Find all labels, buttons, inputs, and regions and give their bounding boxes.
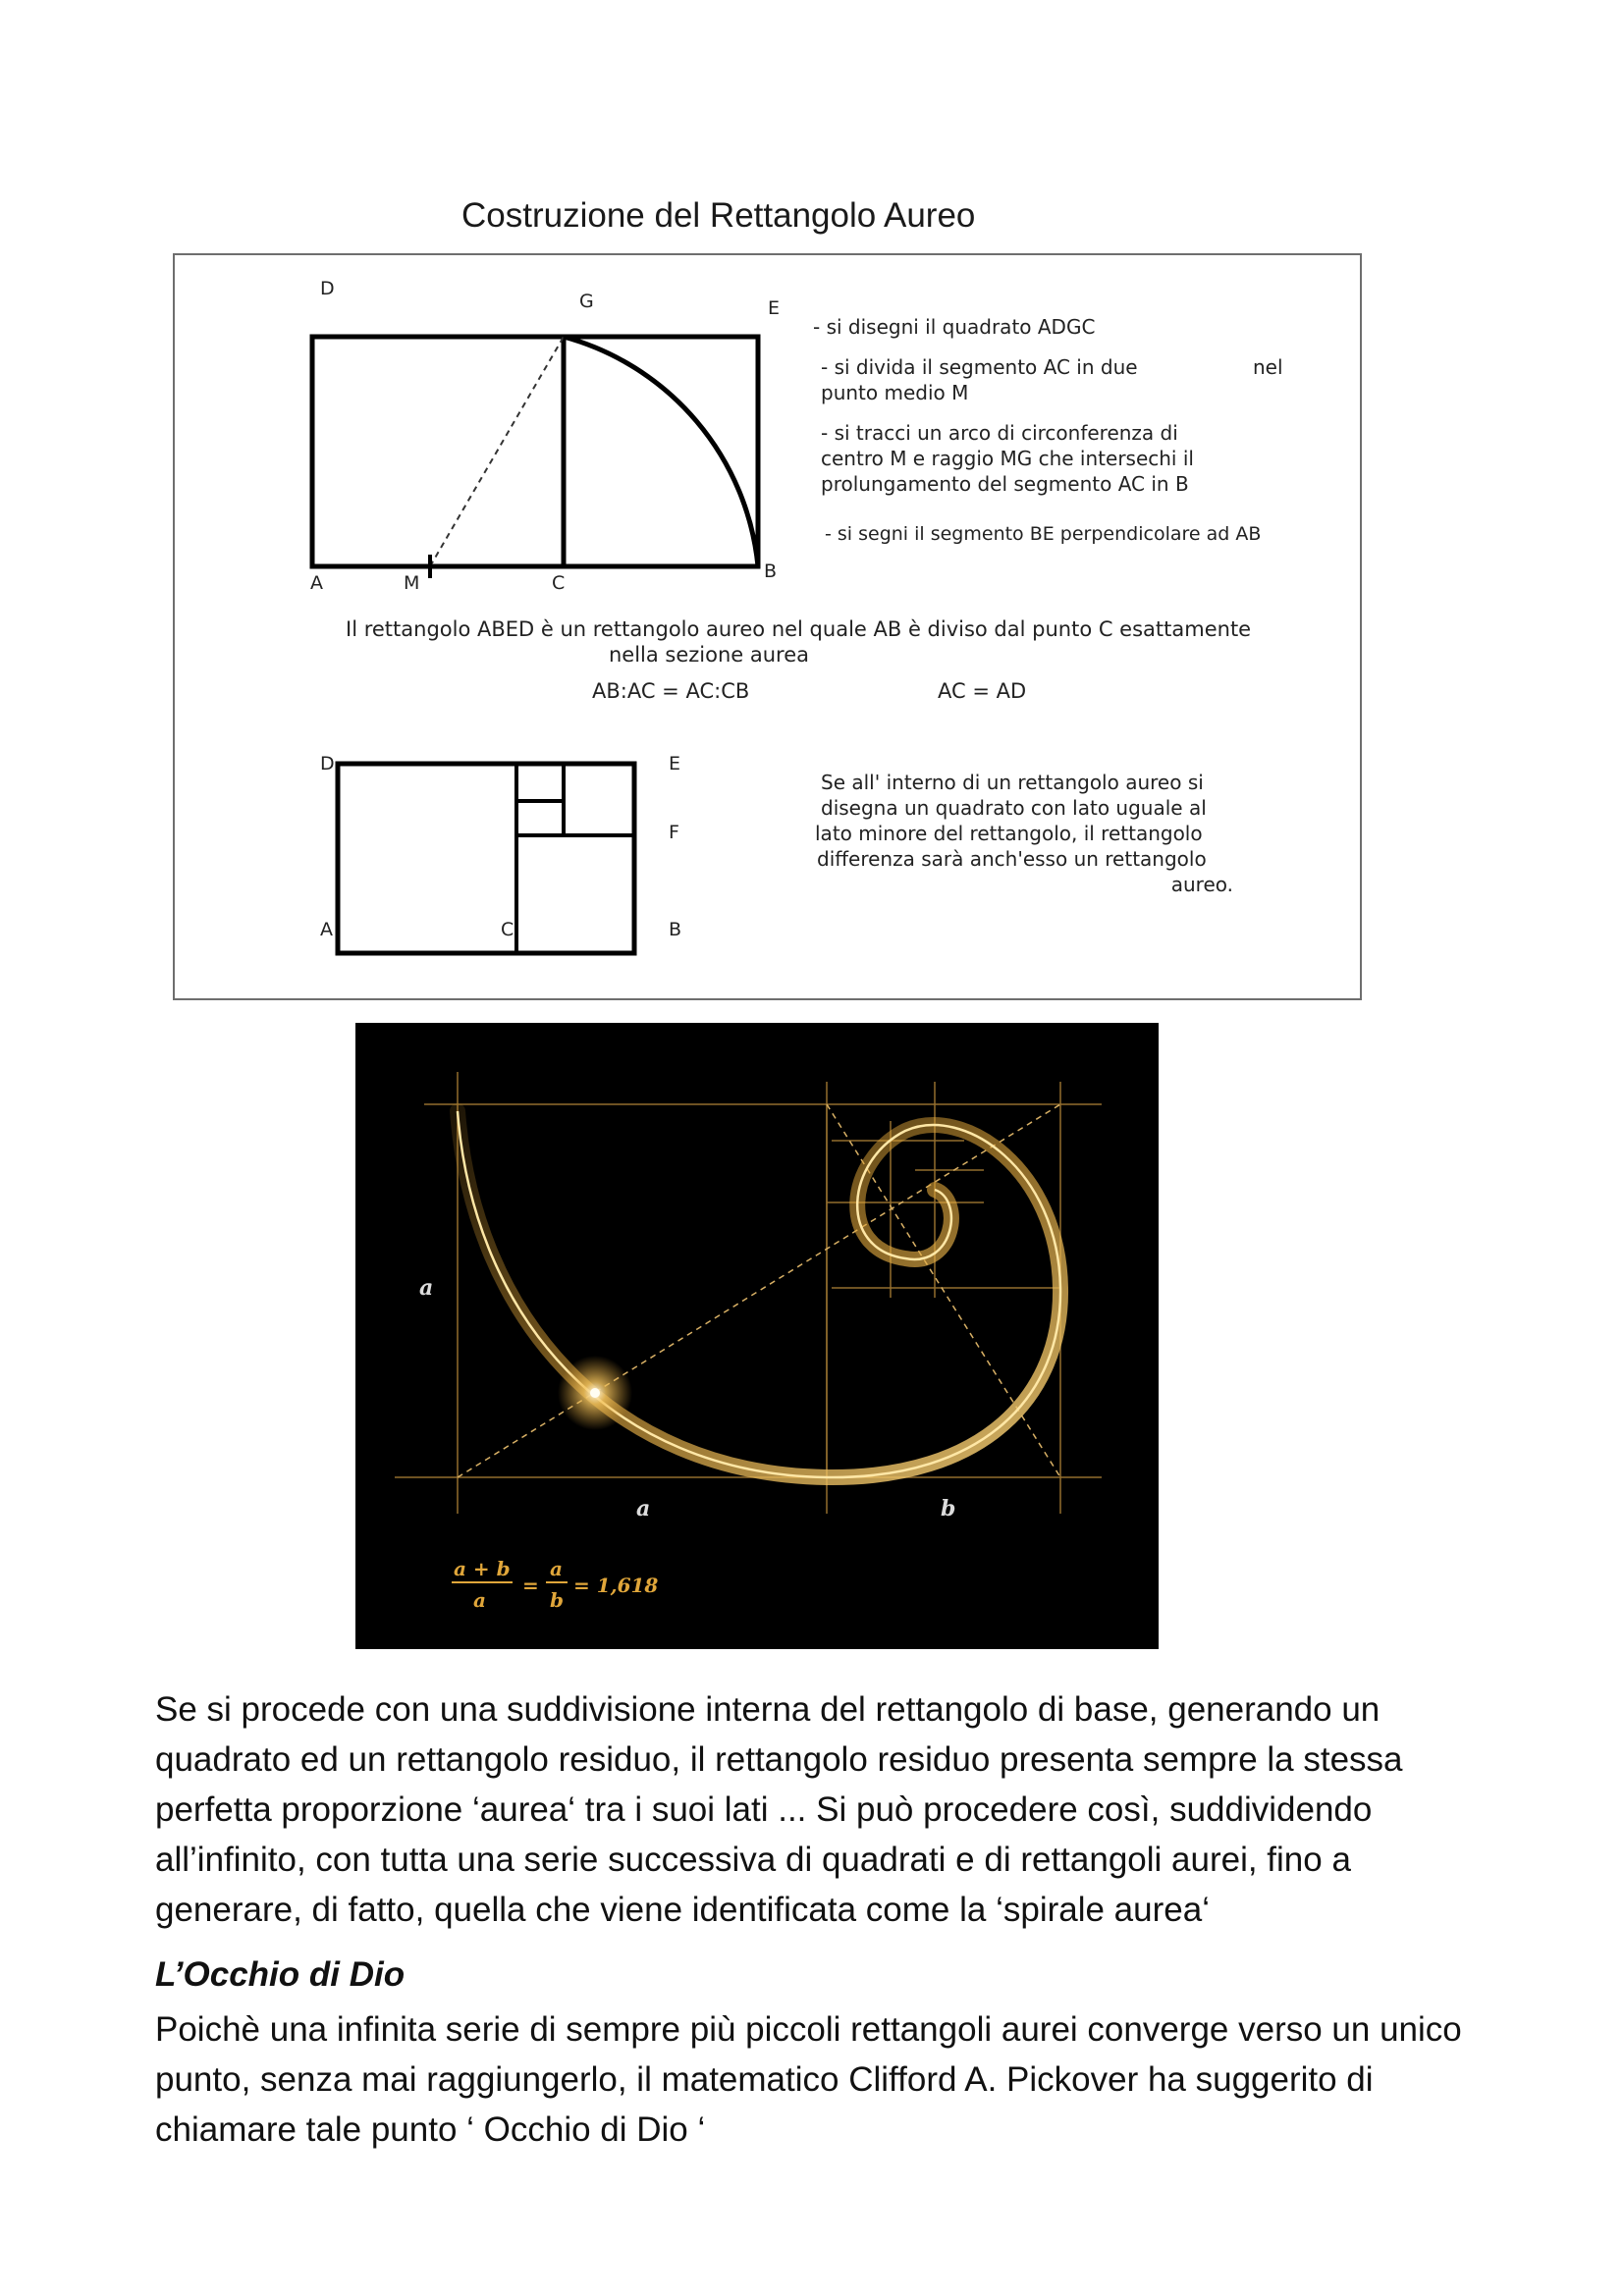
- label-m: M: [404, 572, 420, 594]
- formula-equal: AC = AD: [938, 679, 1027, 703]
- label-g: G: [579, 291, 594, 312]
- rectangle-abed: [312, 337, 758, 566]
- construction-figure: [173, 253, 1362, 1000]
- label-b: b: [941, 1496, 956, 1522]
- step-2-line-2: punto medio M: [821, 381, 969, 404]
- svg-text:a: a: [550, 1557, 563, 1580]
- label-d-lower: D: [320, 753, 335, 774]
- svg-text:a + b: a + b: [454, 1557, 511, 1580]
- svg-text:=: =: [522, 1574, 539, 1597]
- golden-spiral-diagram: [355, 1023, 1159, 1649]
- note-line-3: lato minore del rettangolo, il rettangolo: [815, 822, 1203, 845]
- caption-line-1: Il rettangolo ABED è un rettangolo aureo nel quale AB è diviso dal punto C esattamente: [346, 617, 1252, 641]
- paragraph-spiral: Se si procede con una suddivisione interna del rettangolo di base, generando un quadrato ed un rettangolo residuo, il rettangolo residuo presenta sempre la stessa perfetta proporzione ‘aurea‘ tra i suoi lati ... Si può procedere così, suddividendo all’infinito, con tutta una serie successiva di quadrati e di rettangoli aurei, fino a generare, di fatto, quella che viene identificata come la ‘spirale aurea‘: [155, 1690, 1403, 1929]
- radius-mg: [430, 337, 564, 566]
- step-2-line-1b: nel: [1253, 355, 1283, 379]
- step-3-line-3: prolungamento del segmento AC in B: [821, 472, 1189, 496]
- label-e: E: [768, 297, 781, 319]
- label-c-lower: C: [501, 919, 514, 940]
- label-a-vertical: a: [419, 1275, 434, 1301]
- label-a-lower: A: [320, 919, 333, 940]
- step-3-line-1: - si tracci un arco di circonferenza di: [821, 421, 1178, 445]
- step-1: - si disegni il quadrato ADGC: [813, 315, 1096, 339]
- glow-core: [590, 1388, 600, 1398]
- rectangle-subdivided: [338, 764, 634, 953]
- step-2-line-1: - si divida il segmento AC in due: [821, 355, 1138, 379]
- note-line-4: differenza sarà anch'esso un rettangolo: [817, 847, 1207, 871]
- svg-text:b: b: [550, 1588, 564, 1612]
- formula-ratio: AB:AC = AC:CB: [592, 679, 750, 703]
- label-e-lower: E: [669, 753, 681, 774]
- construction-diagram: [175, 255, 1360, 998]
- step-3-line-2: centro M e raggio MG che intersechi il: [821, 447, 1194, 470]
- svg-text:a: a: [473, 1588, 486, 1612]
- label-d: D: [320, 278, 335, 299]
- label-a-horizontal: a: [636, 1496, 651, 1522]
- label-b: B: [764, 561, 778, 582]
- page-title: Costruzione del Rettangolo Aureo: [461, 196, 976, 235]
- step-4: - si segni il segmento BE perpendicolare ad AB: [825, 523, 1262, 545]
- label-b-lower: B: [669, 919, 682, 940]
- svg-text:= 1,618: = 1,618: [573, 1574, 659, 1597]
- golden-spiral-figure: [355, 1023, 1159, 1649]
- note-line-5: aureo.: [1170, 873, 1233, 896]
- section-heading: L’Occhio di Dio: [155, 1955, 406, 1994]
- label-a: A: [310, 572, 323, 594]
- paragraph-eye-of-god: Poichè una infinita serie di sempre più piccoli rettangoli aurei converge verso un unico punto, senza mai raggiungerlo, il matematico Clifford A. Pickover ha suggerito di chiamare tale punto ‘ Occhio di Dio ‘: [155, 2010, 1462, 2149]
- label-c: C: [552, 572, 566, 594]
- caption-line-2: nella sezione aurea: [608, 643, 810, 667]
- note-line-1: Se all' interno di un rettangolo aureo si: [821, 771, 1204, 794]
- label-f-lower: F: [669, 822, 679, 843]
- note-line-2: disegna un quadrato con lato uguale al: [821, 796, 1207, 820]
- arc-gb: [564, 337, 758, 566]
